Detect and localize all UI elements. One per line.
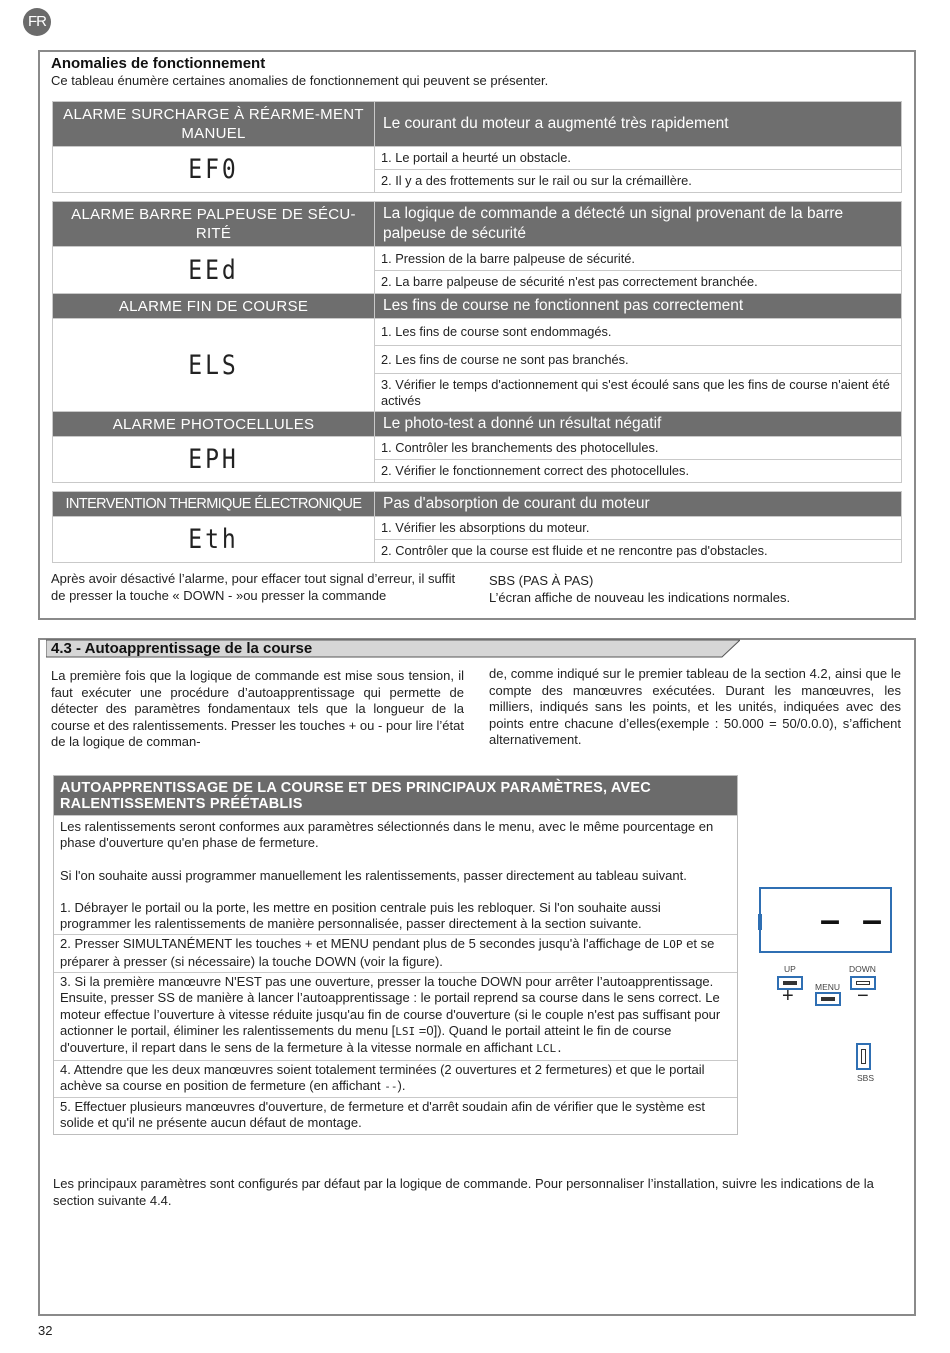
- anomaly-item: 1. Pression de la barre palpeuse de sécurité.: [375, 247, 902, 271]
- procedure-intro-1: Les ralentissements seront conformes aux paramètres sélectionnés dans le menu, avec le même pourcentage en phase d'ouverture qu'en phase de fermeture.: [60, 819, 714, 851]
- menu-button[interactable]: [815, 992, 841, 1006]
- step-3-text-b: Ensuite, presser SS de manière à lancer l’autoapprentissage : le portail reprend sa course dans le sens correct. Le moteur effectue l’ouverture à vitesse réduite jusqu'au fin de course d'ouverture (si le couple n'est pas suffisant pour actionner le portail, éliminer les ralentissements du menu [: [60, 990, 721, 1038]
- section-intro-left: La première fois que la logique de commande est mise sous tension, il faut exécuter une procédure d’autoapprentissage qui permette de détecter des paramètres fondamentaux tels que la longueur de la course et des ralentissements. Presser les touches + ou - pour lire l’état de la logique de comman-: [51, 668, 464, 749]
- anomaly-item: 1. Le portail a heurté un obstacle.: [375, 147, 902, 170]
- alarm-label: ALARME FIN DE COURSE: [53, 294, 375, 319]
- up-label: UP: [784, 964, 796, 974]
- after-alarm-sbs: SBS (PAS À PAS): [489, 573, 594, 588]
- procedure-table: [53, 775, 738, 1135]
- alarm-description: Pas d'absorption de courant du moteur: [375, 492, 902, 517]
- alarm-label: ALARME PHOTOCELLULES: [53, 412, 375, 437]
- down-label: DOWN: [849, 964, 876, 974]
- section-heading-label: 4.3 - Autoapprentissage de la course: [51, 640, 313, 657]
- step-3-text-a: 3. Si la première manœuvre N'EST pas une ouverture, presser la touche DOWN pour arrêter l’autoapprentissage.: [60, 974, 714, 990]
- page-number: 32: [38, 1323, 53, 1338]
- procedure-step-2: [54, 934, 737, 972]
- step-3-text-c: =0]). Quand le portail atteint le fin de course d'ouverture, il repart dans le sens de la fermeture à la vitesse normale en affichant: [60, 1022, 672, 1056]
- anomaly-item: 2. La barre palpeuse de sécurité n'est pas correctement branchée.: [375, 271, 902, 294]
- after-alarm-text: Après avoir désactivé l’alarme, pour effacer tout signal d’erreur, il suffit de presser la touche « DOWN - »ou presser la commande: [51, 571, 456, 603]
- anomaly-item: 1. Les fins de course sont endommagés.: [375, 319, 902, 346]
- alarm-description: La logique de commande a détecté un signal provenant de la barre palpeuse de sécurité: [375, 202, 902, 247]
- step-4-text-a: 4. Attendre que les deux manœuvres soient totalement terminées (2 ouvertures et 2 fermetures) et que le portail achève sa course en position de fermeture (en affichant: [60, 1061, 705, 1093]
- control-panel-display: [758, 886, 893, 954]
- anomaly-item: 2. Vérifier le fonctionnement correct des photocellules.: [375, 460, 902, 483]
- footer-note: Les principaux paramètres sont configurés par défaut par la logique de commande. Pour personnaliser l’installation, suivre les indications de la section suivante 4.4.: [53, 1176, 874, 1208]
- alarm-label: INTERVENTION THERMIQUE ÉLECTRONIQUE: [53, 492, 375, 517]
- alarm-description: Le courant du moteur a augmenté très rapidement: [375, 102, 902, 147]
- alarm-description: Le photo-test a donné un résultat négatif: [375, 412, 902, 437]
- anomaly-item: 3. Vérifier le temps d'actionnement qui s'est écoulé sans que les fins de course n'aient été activés: [375, 374, 902, 412]
- procedure-title: AUTOAPPRENTISSAGE DE LA COURSE ET DES PRINCIPAUX PARAMÈTRES, AVEC RALENTISSEMENTS PRÉÉTABLIS: [54, 776, 737, 815]
- anomaly-item: 1. Vérifier les absorptions du moteur.: [375, 517, 902, 540]
- procedure-step-5: 5. Effectuer plusieurs manœuvres d'ouverture, de fermeture et d'arrêt soudain afin de vérifier que le système est solide et qu'il ne présente aucun défaut de montage.: [54, 1097, 737, 1134]
- anomalies-title: Anomalies de fonctionnement: [51, 55, 266, 72]
- display-code-lsi: LSI: [395, 1024, 416, 1038]
- alarm-code: ELS: [53, 312, 375, 419]
- display-code-lop: LOP: [662, 938, 683, 952]
- after-alarm-display-text: L’écran affiche de nouveau les indications normales.: [489, 590, 791, 605]
- alarm-code: EPH: [53, 433, 375, 486]
- anomaly-item: 2. Contrôler que la course est fluide et ne rencontre pas d'obstacles.: [375, 540, 902, 563]
- anomaly-item: 2. Les fins de course ne sont pas branchés.: [375, 346, 902, 374]
- section-heading: [46, 639, 738, 657]
- alarm-code: Eth: [53, 513, 375, 566]
- menu-label: MENU: [815, 982, 841, 992]
- display-code-lcl: LCL.: [536, 1042, 563, 1056]
- alarm-label: ALARME BARRE PALPEUSE DE SÉCU-RITÉ: [53, 202, 375, 247]
- alarm-code: EEd: [53, 243, 375, 297]
- minus-icon: −: [857, 985, 869, 1007]
- step-2-text-b: et se préparer à presser (si nécessaire) la touche DOWN (voir la figure).: [60, 936, 715, 969]
- display-code-dashes: --: [384, 1079, 398, 1093]
- anomalies-intro: Ce tableau énumère certaines anomalies de fonctionnement qui peuvent se présenter.: [51, 73, 549, 88]
- procedure-step-1: 1. Débrayer le portail ou la porte, les mettre en position centrale puis les rebloquer. Si l'on souhaite aussi programmer les ralentissements de manière personnalisée, passer directement à la section suivante.: [60, 899, 661, 932]
- section-intro-right: de, comme indiqué sur le premier tableau de la section 4.2, ainsi que le compte des manœuvres exécutées. Durant les manœuvres, les milliers, indiqués sans les points, et les unités, indiquées avec des points entre chacune d’elles(exemple : 50.000 = 50/0.0.0), s’affichent alternativement.: [489, 666, 901, 747]
- anomaly-item: 2. Il y a des frottements sur le rail ou sur la crémaillère.: [375, 170, 902, 193]
- procedure-step-4: [54, 1060, 737, 1098]
- procedure-intro: [54, 815, 737, 934]
- procedure-intro-2: Si l'on souhaite aussi programmer manuellement les ralentissements, passer directement au tableau suivant.: [60, 867, 687, 883]
- step-2-text-a: 2. Presser SIMULTANÉMENT les touches + et MENU pendant plus de 5 secondes jusqu'à l'affichage de: [60, 936, 660, 952]
- anomaly-item: 1. Contrôler les branchements des photocellules.: [375, 437, 902, 460]
- anomalies-table: [52, 101, 902, 563]
- alarm-description: Les fins de course ne fonctionnent pas correctement: [375, 294, 902, 319]
- alarm-label: ALARME SURCHARGE À RÉARME-MENT MANUEL: [53, 102, 375, 147]
- display-readout: – –: [820, 899, 889, 940]
- step-4-text-b: ).: [397, 1077, 406, 1093]
- procedure-step-3: [54, 972, 737, 1059]
- plus-icon: +: [782, 985, 794, 1007]
- sbs-label: SBS: [857, 1073, 875, 1083]
- alarm-code: EF0: [53, 143, 375, 196]
- sbs-button-key: [861, 1049, 866, 1064]
- sbs-button[interactable]: [856, 1043, 871, 1070]
- language-badge: FR: [23, 8, 51, 36]
- menu-button-key: [821, 997, 835, 1001]
